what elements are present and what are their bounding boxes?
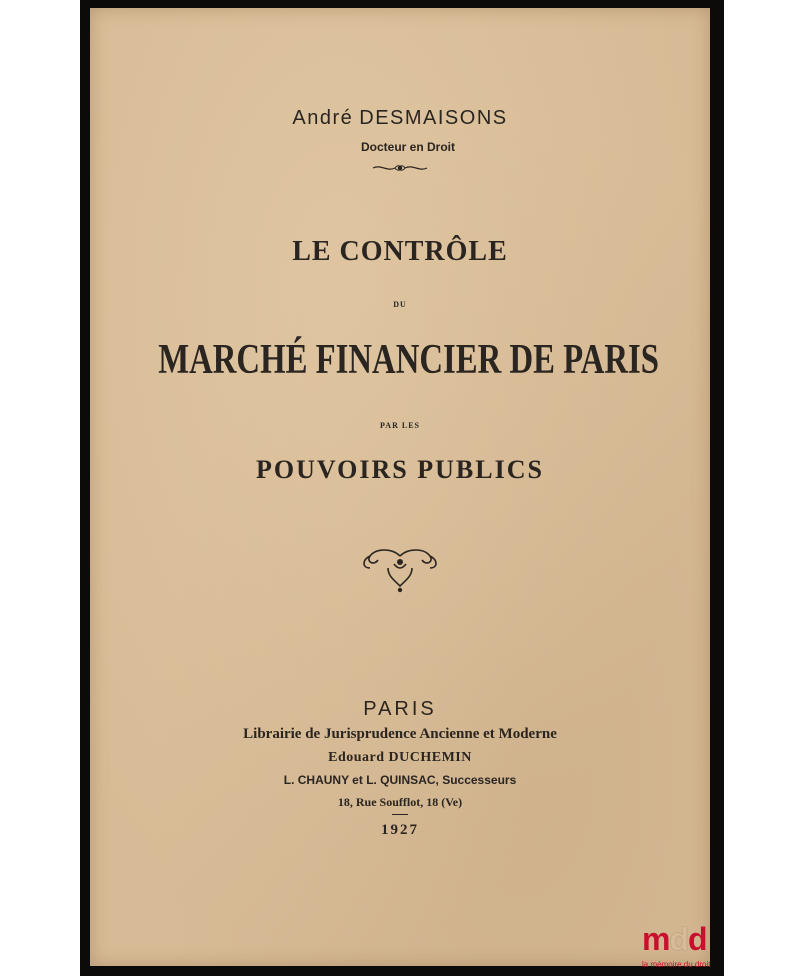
title-line-2: MARCHÉ FINANCIER DE PARIS — [158, 337, 660, 383]
vine-flourish-icon — [371, 163, 429, 173]
book-cover — [90, 8, 710, 966]
mdd-logo-icon: mdd — [642, 921, 707, 957]
title-line-1: LE CONTRÔLE — [292, 236, 508, 267]
author-last-name: DESMAISONS — [359, 107, 508, 129]
author-degree: Docteur en Droit — [360, 140, 455, 154]
title-connector-du: DU — [393, 300, 407, 309]
title-line-3: POUVOIRS PUBLICS — [256, 455, 544, 484]
author-name — [90, 107, 710, 130]
publisher-name: Librairie de Jurisprudence Ancienne et Moderne — [243, 726, 557, 742]
publisher-editor: Edouard DUCHEMIN — [328, 750, 472, 765]
publication-year: 1927 — [381, 822, 419, 838]
scroll-ornament-icon — [358, 546, 442, 594]
title-connector-par-les: PAR LES — [380, 421, 420, 430]
publisher-city: PARIS — [363, 698, 437, 720]
publisher-successors: L. CHAUNY et L. QUINSAC, Successeurs — [283, 773, 517, 787]
logo-caption: la mémoire du droit — [642, 960, 711, 969]
author-first-name: André — [292, 107, 354, 129]
mdd-watermark-logo — [642, 922, 722, 976]
publisher-address: 18, Rue Soufflot, 18 (Ve) — [337, 795, 463, 809]
divider — [392, 814, 408, 815]
